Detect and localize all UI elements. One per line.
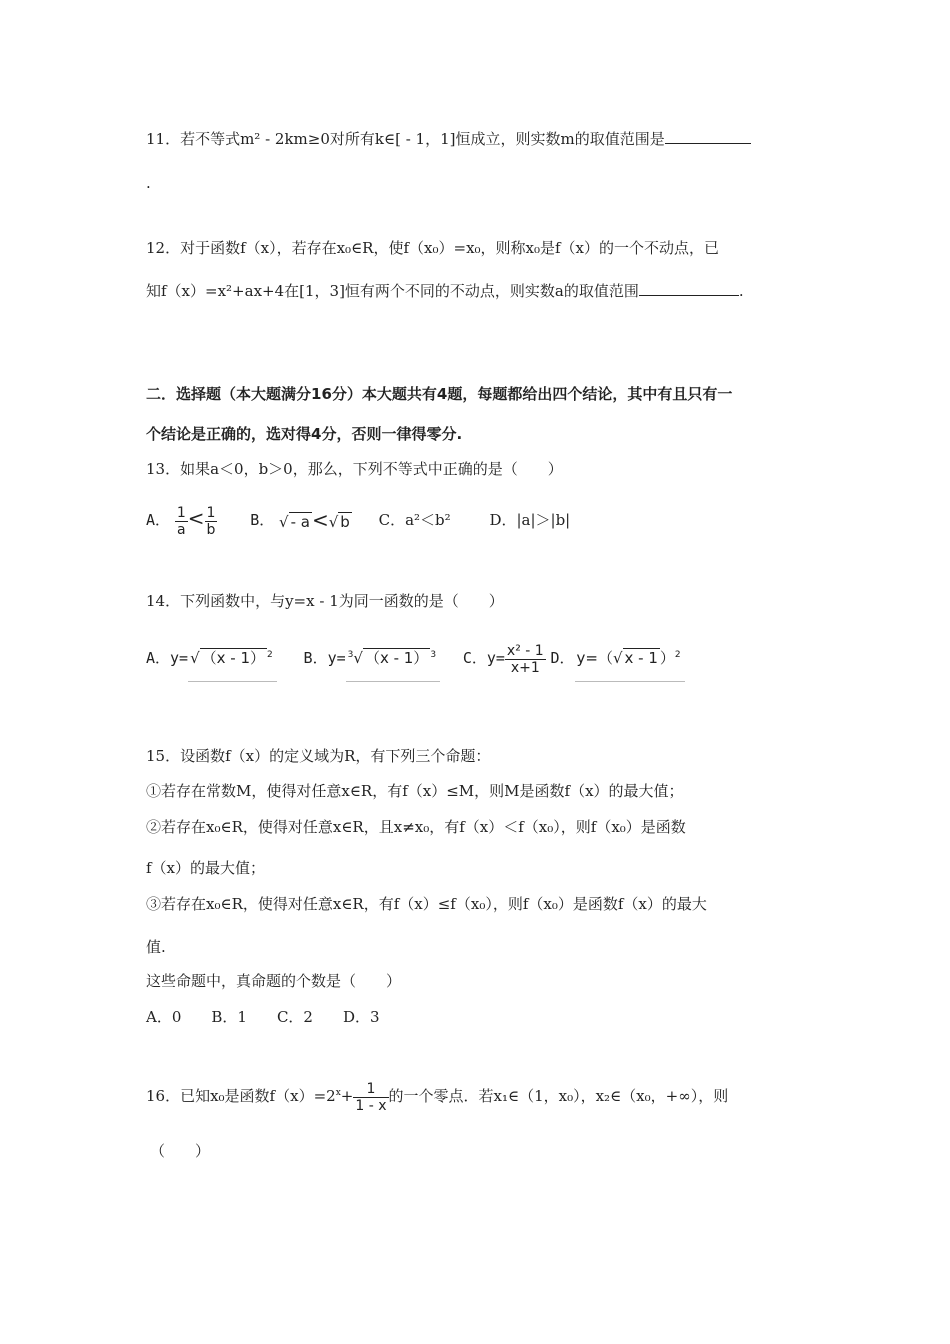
q15-stem: 15．设函数f（x）的定义域为R，有下列三个命题：: [146, 747, 491, 765]
q16-paren: （ ）: [150, 1142, 211, 1160]
q16-line: 16．已知x₀是函数$f(x)=2^x+$ $\frac{1}{1 - x}$ 的一个零点．若x₁∈（1，x₀），x₂∈（x₀，+∞），则: [146, 1080, 729, 1114]
q15-proposition-3a: ③若存在x₀∈R，使得对任意x∈R，有f（x）≤f（x₀），则f（x₀）是函数f（x）的最大: [146, 895, 707, 913]
q12-text: 知f（x）=x²+ax+4在[1，3]恒有两个不同的不动点，则实数a的取值范围: [146, 282, 639, 300]
q14-option-a: A．y= √ （x - 1） $^2$: [146, 636, 277, 682]
q13-b-expr: √ - a <√ b: [279, 508, 350, 532]
q13-option-b: B． √ - a <√ b: [250, 502, 352, 540]
q13-option-a: A． $\frac{1}{a}$ < $\frac{1}{b}$: [146, 504, 216, 538]
q11-answer-blank[interactable]: [665, 129, 751, 144]
q14-a-expr: √ （x - 1） $^2$: [188, 636, 277, 682]
q13-option-c: C．a²＜b²: [378, 511, 451, 529]
q15-ask: 这些命题中，真命题的个数是（ ）: [146, 972, 402, 990]
q14-c-frac: $\frac{\text{x² - 1}}{x+1}$: [506, 642, 544, 676]
q15-proposition-1: ①若存在常数M，使得对任意x∈R，有f（x）≤M，则M是函数f（x）的最大值；: [146, 782, 684, 800]
q15-proposition-2b: f（x）的最大值；: [146, 859, 266, 877]
q14-option-d: D． y=（√ x - 1 ）$^2$: [550, 636, 684, 682]
q14-option-b: B．y= $^3$√ （x - 1） $^3$: [304, 636, 441, 682]
section2-heading-line1: 二．选择题（本大题满分16分）本大题共有4题，每题都给出四个结论，其中有且只有一: [146, 385, 733, 403]
q12-answer-blank[interactable]: [639, 281, 739, 296]
q11-text: 11．若不等式m² - 2km≥0对所有k∈[ - 1，1]恒成立，则实数m的取值范围是: [146, 130, 665, 148]
q14-stem: 14．下列函数中，与y=x - 1为同一函数的是（ ）: [146, 592, 504, 610]
q13-a-frac2: $\frac{1}{b}$: [206, 504, 216, 538]
q12-end: .: [738, 282, 744, 300]
q15-proposition-2a: ②若存在x₀∈R，使得对任意x∈R，且x≠x₀，有f（x）＜f（x₀），则f（x₀）是函数: [146, 818, 686, 836]
q11-line: [146, 128, 751, 150]
q13-a-frac1: $\frac{1}{a}$: [176, 504, 186, 538]
q12-line2: [146, 280, 744, 302]
q15-options: A．0 B．1 C．2 D．3: [146, 1008, 380, 1026]
section2-heading-line2: 个结论是正确的，选对得4分，否则一律得零分.: [146, 425, 463, 443]
q14-b-expr: $^3$√ （x - 1） $^3$: [346, 636, 440, 682]
q12-line1: 12．对于函数f（x），若存在x₀∈R，使f（x₀）=x₀，则称x₀是f（x）的一个不动点，已: [146, 239, 720, 257]
q14-option-c: C．y= $\frac{\text{x² - 1}}{x+1}$: [462, 642, 544, 676]
q14-d-expr: y=（√ x - 1 ）$^2$: [575, 636, 685, 682]
q11-tail: .: [146, 174, 151, 192]
q15-proposition-3b: 值.: [146, 938, 166, 956]
q13-stem: 13．如果a＜0，b＞0，那么，下列不等式中正确的是（ ）: [146, 460, 563, 478]
q13-option-d: D．|a|＞|b|: [489, 511, 571, 529]
q13-options: [146, 500, 570, 540]
q14-options: [146, 636, 685, 682]
q16-frac: $\frac{1}{1 - x}$: [355, 1080, 387, 1114]
